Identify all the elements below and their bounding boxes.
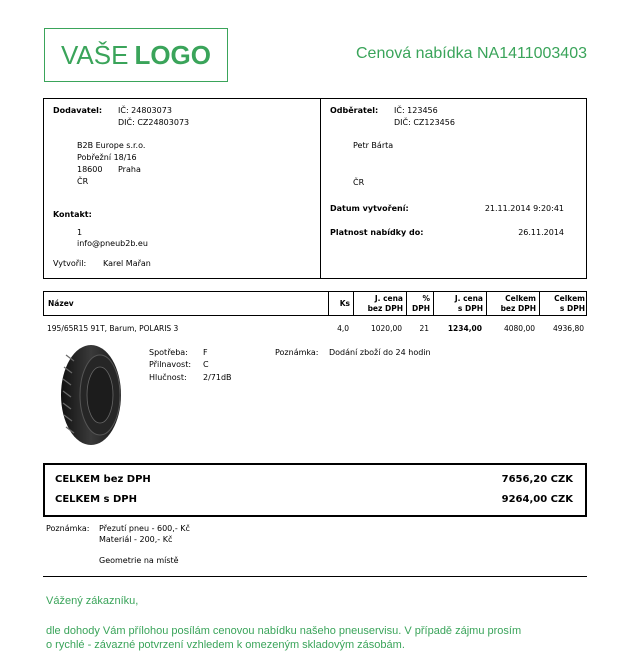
logo-bold: LOGO: [134, 39, 211, 70]
document-title: Cenová nabídka NA1411003403: [356, 45, 587, 62]
supplier-ic: IČ: 24803073: [118, 106, 172, 115]
supplier-label: Dodavatel:: [53, 106, 103, 115]
message-line-1: dle dohody Vám přílohou posílám cenovou nabídku našeho pneuservisu. V případě zájmu prosím: [46, 625, 522, 637]
created-date-label: Datum vytvoření:: [330, 204, 409, 213]
separator-line: [43, 576, 587, 577]
row-name: 195/65R15 91T, Barum, POLARIS 3: [47, 324, 179, 333]
consumption-label: Spotřeba:: [149, 348, 188, 357]
note-line-2: Materiál - 200,- Kč: [99, 535, 173, 544]
th-unit-gross-1: J. cena: [454, 294, 483, 303]
th-name: Název: [48, 299, 74, 308]
th-total-net-1: Celkem: [505, 294, 536, 303]
total-net: 7656,20 CZK: [501, 474, 573, 485]
tire-image: [58, 343, 124, 447]
total-net-label: CELKEM bez DPH: [55, 474, 151, 485]
logo-prefix: VAŠE: [61, 39, 129, 70]
th-vat-2: DPH: [412, 304, 430, 313]
consumption-value: F: [203, 348, 208, 357]
supplier-dic: DIČ: CZ24803073: [118, 118, 190, 127]
supplier-zip: 18600: [77, 165, 103, 174]
th-unit-net-1: J. cena: [374, 294, 403, 303]
valid-until-label: Platnost nabídky do:: [330, 228, 424, 237]
row-unit-gross: 1234,00: [447, 324, 482, 333]
row-total-gross: 4936,80: [552, 324, 584, 333]
row-unit-net: 1020,00: [370, 324, 402, 333]
table-row: [43, 324, 587, 336]
grip-label: Přilnavost:: [149, 360, 192, 369]
total-gross-label: CELKEM s DPH: [55, 494, 137, 505]
th-total-net-2: bez DPH: [500, 304, 536, 313]
supplier-street: Pobřežní 18/16: [77, 153, 137, 162]
row-qty: 4,0: [337, 324, 349, 333]
customer-dic: DIČ: CZ123456: [394, 118, 455, 127]
items-table-header: [43, 291, 587, 316]
th-total-gross-2: s DPH: [559, 304, 585, 313]
valid-until: 26.11.2014: [518, 228, 564, 237]
created-date: 21.11.2014 9:20:41: [484, 204, 564, 213]
th-vat-1: %: [422, 294, 430, 303]
th-qty: Ks: [339, 299, 350, 308]
row-vat: 21: [419, 324, 429, 333]
th-total-gross-1: Celkem: [554, 294, 585, 303]
contact-id: 1: [77, 228, 83, 237]
noise-value: 2/71dB: [203, 373, 232, 382]
customer-country: ČR: [353, 178, 365, 187]
message-greeting: Vážený zákazníku,: [46, 595, 139, 607]
noise-label: Hlučnost:: [149, 373, 187, 382]
row-total-net: 4080,00: [503, 324, 535, 333]
notes-label: Poznámka:: [46, 524, 90, 533]
customer-label: Odběratel:: [330, 106, 379, 115]
customer-name: Petr Bárta: [353, 141, 394, 150]
contact-label: Kontakt:: [53, 210, 92, 219]
total-gross: 9264,00 CZK: [501, 494, 573, 505]
item-note: Dodání zboží do 24 hodin: [329, 348, 431, 357]
created-by-label: Vytvořil:: [53, 259, 87, 268]
contact-email: info@pneub2b.eu: [77, 239, 148, 248]
company-logo: [44, 28, 228, 82]
supplier-name: B2B Europe s.r.o.: [77, 141, 146, 150]
th-unit-gross-2: s DPH: [457, 304, 483, 313]
message-line-2: o rychlé - závazné potvrzení vzhledem k omezeným skladovým zásobám.: [46, 639, 405, 651]
note-line-1: Přezutí pneu - 600,- Kč: [99, 524, 190, 533]
grip-value: C: [203, 360, 209, 369]
item-note-label: Poznámka:: [275, 348, 319, 357]
th-unit-net-2: bez DPH: [367, 304, 403, 313]
totals-box: [43, 463, 587, 517]
note-line-3: Geometrie na místě: [99, 556, 179, 565]
party-divider: [320, 98, 321, 279]
created-by: Karel Mařan: [103, 259, 151, 268]
customer-ic: IČ: 123456: [394, 106, 438, 115]
supplier-country: ČR: [77, 177, 89, 186]
supplier-city: Praha: [118, 165, 141, 174]
